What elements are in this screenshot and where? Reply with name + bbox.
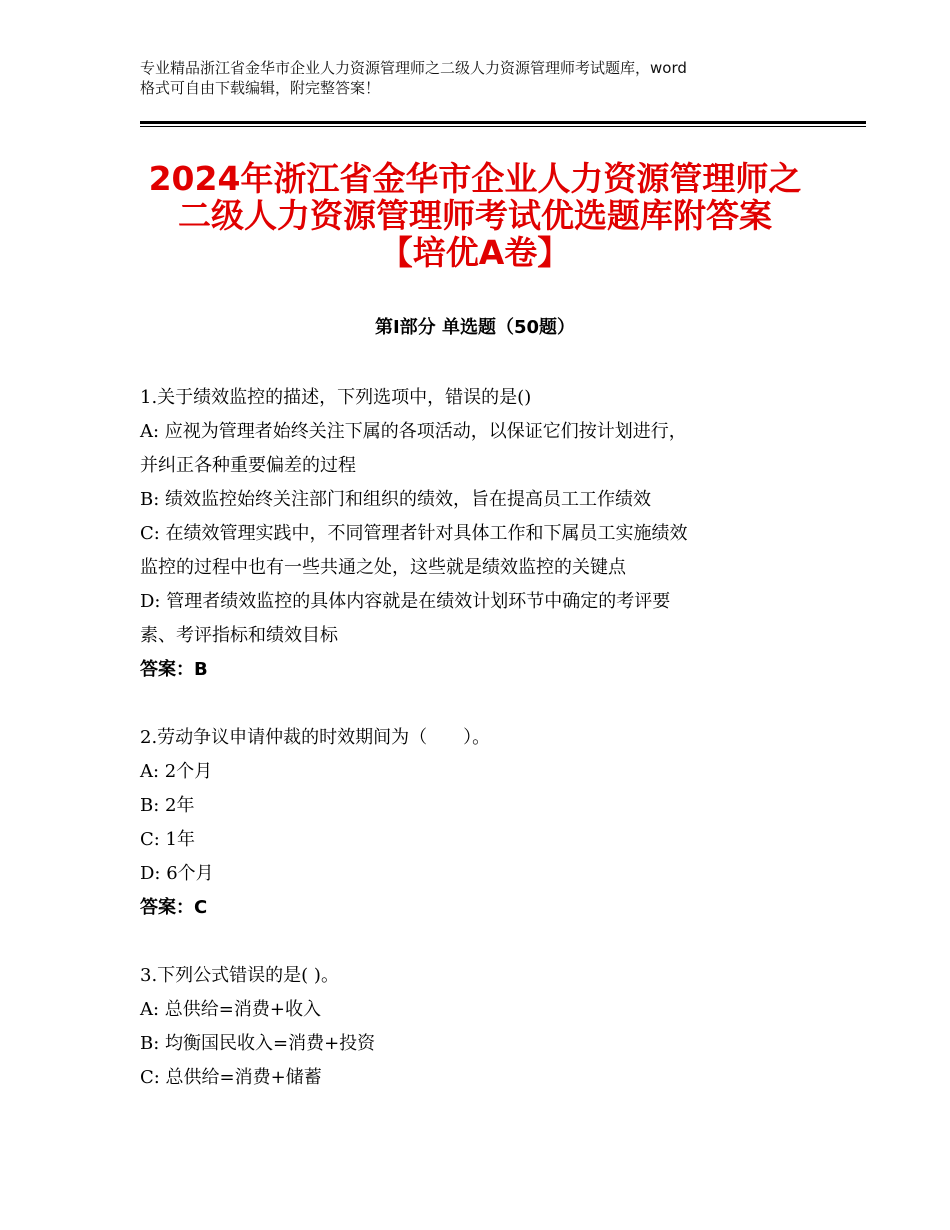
spacer <box>140 687 820 721</box>
header-note <box>140 58 830 98</box>
section-title: 第Ⅰ部分 单选题（50题） <box>374 317 575 338</box>
question-2-option-b: B: 2年 <box>140 795 195 816</box>
question-1-option-d: D: 管理者绩效监控的具体内容就是在绩效计划环节中确定的考评要 <box>140 591 671 612</box>
question-1-option-c-cont: 监控的过程中也有一些共通之处，这些就是绩效监控的关键点 <box>140 557 626 578</box>
question-2-option-d: D: 6个月 <box>140 863 214 884</box>
question-1 <box>140 381 820 687</box>
question-1-option-b: B: 绩效监控始终关注部门和组织的绩效，旨在提高员工工作绩效 <box>140 489 652 510</box>
question-1-stem: 1.关于绩效监控的描述，下列选项中，错误的是() <box>140 387 532 408</box>
spacer <box>140 925 820 959</box>
question-1-option-c: C: 在绩效管理实践中，不同管理者针对具体工作和下属员工实施绩效 <box>140 523 688 544</box>
question-3-stem: 3.下列公式错误的是( )。 <box>140 965 339 986</box>
page-title <box>100 160 850 271</box>
question-1-option-a-cont: 并纠正各种重要偏差的过程 <box>140 455 356 476</box>
header-divider-thick <box>140 121 866 124</box>
question-1-option-a: A: 应视为管理者始终关注下属的各项活动，以保证它们按计划进行， <box>140 421 687 442</box>
question-1-answer: 答案：B <box>140 659 208 680</box>
question-1-option-d-cont: 素、考评指标和绩效目标 <box>140 625 338 646</box>
question-list <box>140 381 820 1095</box>
question-2-option-c: C: 1年 <box>140 829 196 850</box>
question-2-option-a: A: 2个月 <box>140 761 213 782</box>
question-3-option-a: A: 总供给=消费+收入 <box>140 999 321 1020</box>
question-2-stem: 2.劳动争议申请仲裁的时效期间为（ ）。 <box>140 727 491 748</box>
question-3-option-c: C: 总供给=消费+储蓄 <box>140 1067 322 1088</box>
header-note-line1: 专业精品浙江省金华市企业人力资源管理师之二级人力资源管理师考试题库，word <box>140 59 687 77</box>
page-title-line2: 二级人力资源管理师考试优选题库附答案 <box>178 196 772 235</box>
header-note-line2: 格式可自由下载编辑，附完整答案！ <box>140 79 381 97</box>
header-divider-thin <box>140 126 866 127</box>
question-2-answer: 答案：C <box>140 897 208 918</box>
page-title-line3: 【培优A卷】 <box>379 233 571 272</box>
page-title-line1: 2024年浙江省金华市企业人力资源管理师之 <box>148 159 802 198</box>
question-2 <box>140 721 820 925</box>
question-3-option-b: B: 均衡国民收入=消费+投资 <box>140 1033 376 1054</box>
question-3 <box>140 959 820 1095</box>
